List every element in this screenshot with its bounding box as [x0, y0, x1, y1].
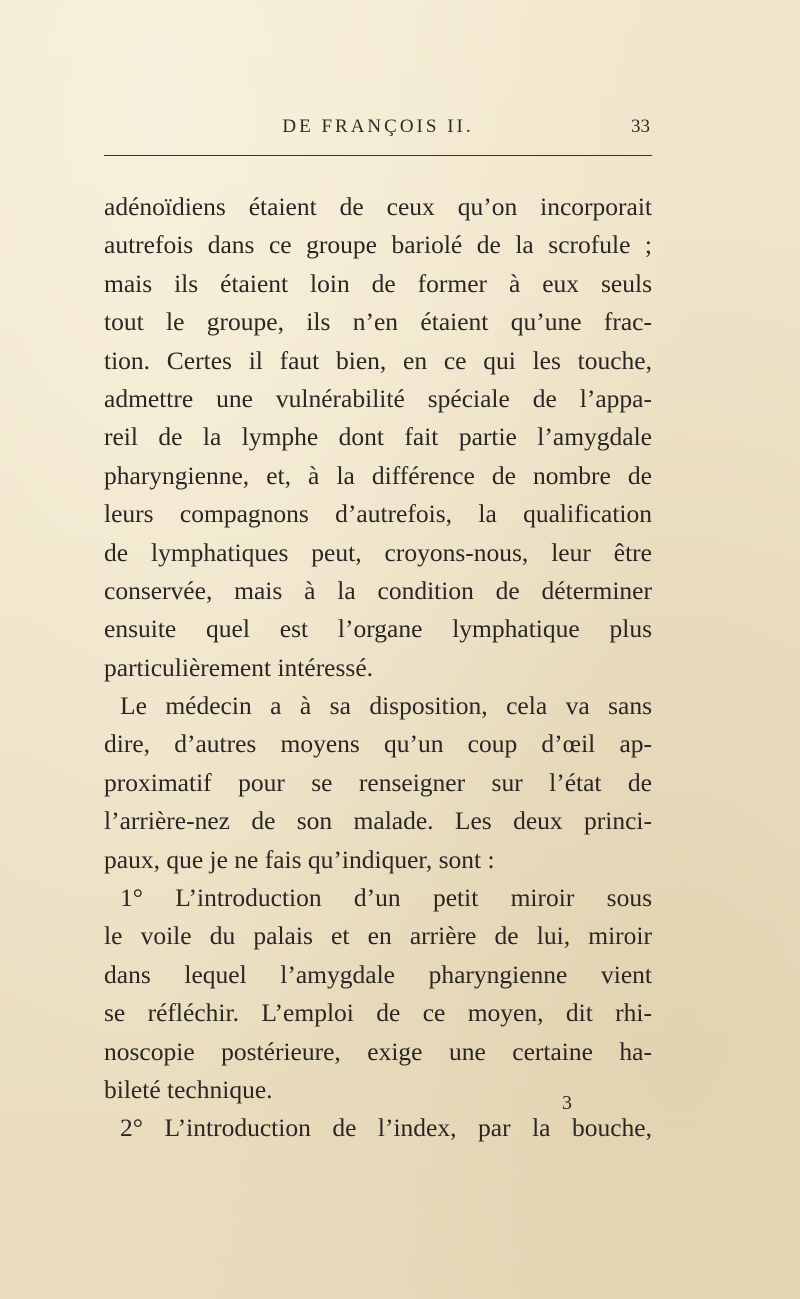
text-line: leurs compagnons d’autrefois, la qualification	[104, 499, 652, 529]
text-line: de lymphatiques peut, croyons-nous, leur être	[104, 537, 652, 567]
text-line: pharyngienne, et, à la différence de nombre de	[104, 460, 652, 490]
text-line: admettre une vulnérabilité spéciale de l’appa-	[104, 383, 652, 413]
text-line: bileté technique.	[104, 1074, 273, 1104]
text-line: adénoïdiens étaient de ceux qu’on incorporait	[104, 192, 652, 221]
text-line: mais ils étaient loin de former à eux seuls	[104, 268, 652, 298]
text-line: dire, d’autres moyens qu’un coup d’œil ap-	[104, 729, 652, 759]
text-line: paux, que je ne fais qu’indiquer, sont :	[104, 844, 495, 874]
running-title: DE FRANÇOIS II.	[282, 116, 474, 137]
running-head	[104, 116, 652, 144]
text-line: ensuite quel est l’organe lymphatique plus	[104, 614, 652, 644]
text-line: le voile du palais et en arrière de lui, miroir	[104, 921, 652, 951]
text-line: dans lequel l’amygdale pharyngienne vient	[104, 959, 652, 989]
body-text	[104, 188, 652, 1148]
text-line: proximatif pour se renseigner sur l’état de	[104, 767, 652, 797]
text-line: conservée, mais à la condition de déterminer	[104, 575, 652, 605]
paragraph-start-line: 2° L’introduction de l’index, par la bouche,	[120, 1113, 652, 1143]
paragraph-start-line: 1° L’introduction d’un petit miroir sous	[120, 883, 652, 913]
text-line: l’arrière-nez de son malade. Les deux princi-	[104, 806, 652, 836]
header-rule	[104, 155, 652, 156]
text-line: reil de la lymphe dont fait partie l’amygdale	[104, 422, 652, 452]
text-line: tion. Certes il faut bien, en ce qui les touche,	[104, 345, 652, 375]
text-line: tout le groupe, ils n’en étaient qu’une frac-	[104, 307, 652, 337]
text-line: noscopie postérieure, exige une certaine ha-	[104, 1036, 652, 1066]
text-line: se réfléchir. L’emploi de ce moyen, dit rhi-	[104, 998, 652, 1028]
text-line: particulièrement intéressé.	[104, 652, 374, 682]
signature-mark: 3	[562, 1092, 572, 1114]
text-line: autrefois dans ce groupe bariolé de la scrofule ;	[104, 230, 652, 260]
paragraph-start-line: Le médecin a à sa disposition, cela va sans	[120, 691, 652, 721]
page-number: 33	[631, 116, 650, 137]
